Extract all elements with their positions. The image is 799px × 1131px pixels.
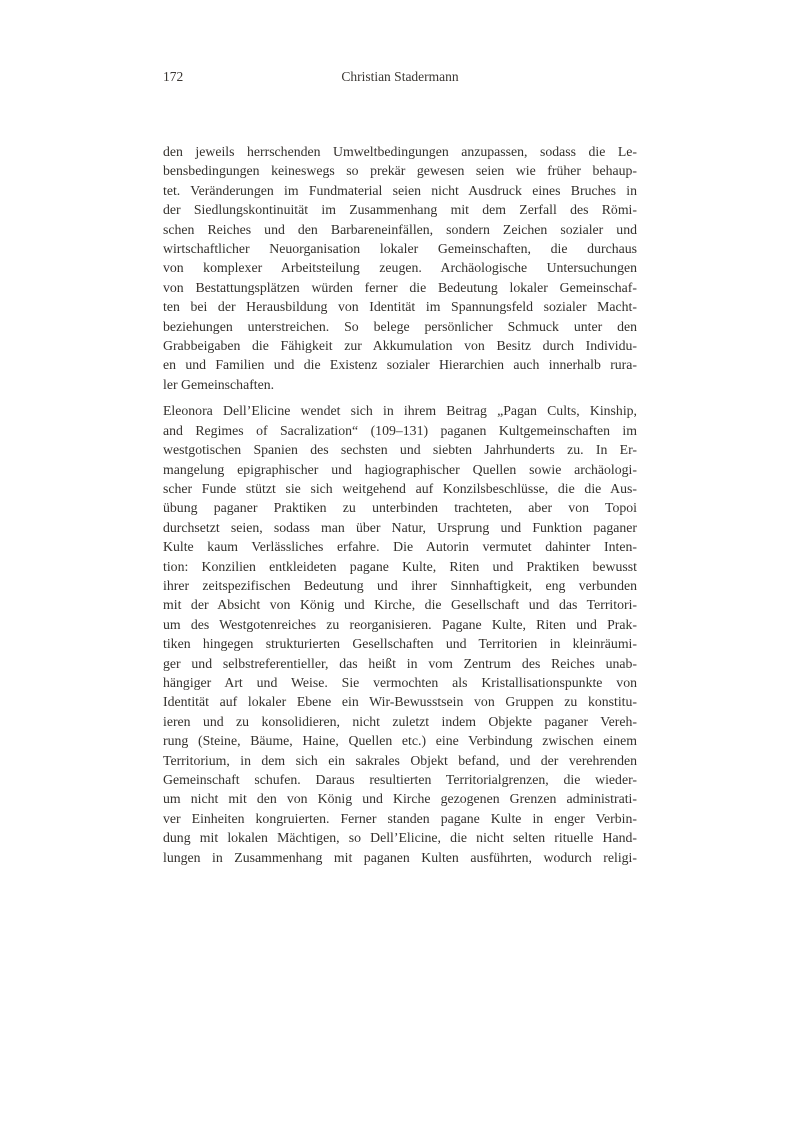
- text-line: tiken hingegen strukturierten Gesellschaften und Territorien in kleinräumi-: [163, 636, 637, 652]
- text-line: en und Familien und die Existenz sozialer Hierarchien auch innerhalb rura-: [163, 357, 637, 373]
- page-number: 172: [163, 69, 184, 84]
- text-line: mangelung epigraphischer und hagiographischer Quellen sowie archäologi-: [163, 461, 637, 477]
- text-line: durchsetzt seien, sodass man über Natur, Ursprung und Funktion paganer: [163, 519, 637, 535]
- paragraph: [163, 401, 637, 867]
- text-line: ler Gemeinschaften.: [163, 376, 275, 392]
- text-line: den jeweils herrschenden Umweltbedingungen anzupassen, sodass die Le-: [163, 144, 637, 159]
- text-line: bensbedingungen keineswegs so prekär gewesen seien wie früher behaup-: [163, 163, 637, 179]
- text-line: mit der Absicht von König und Kirche, die Gesellschaft und das Territori-: [163, 597, 637, 613]
- text-line: and Regimes of Sacralization“ (109–131) paganen Kultgemeinschaften im: [163, 422, 637, 438]
- text-line: tet. Veränderungen im Fundmaterial seien nicht Ausdruck eines Bruches in: [163, 182, 637, 198]
- running-head: [163, 69, 637, 87]
- text-line: wirtschaftlicher Neuorganisation lokaler Gemeinschaften, die durchaus: [163, 241, 637, 257]
- text-block: [163, 142, 637, 874]
- paragraph: [163, 142, 637, 394]
- text-line: Grabbeigaben die Fähigkeit zur Akkumulation von Besitz durch Individu-: [163, 338, 637, 354]
- text-line: Eleonora Dell’Elicine wendet sich in ihrem Beitrag „Pagan Cults, Kinship,: [163, 403, 637, 419]
- text-line: um nicht mit den von König und Kirche gezogenen Grenzen administrati-: [163, 791, 637, 807]
- text-line: westgotischen Spanien des sechsten und siebten Jahrhunderts zu. In Er-: [163, 442, 637, 458]
- text-line: hängiger Art und Weise. Sie vermochten als Kristallisationspunkte von: [163, 674, 637, 690]
- text-line: schen Reiches und den Barbareneinfällen, sondern Zeichen sozialer und: [163, 221, 637, 237]
- text-line: lungen in Zusammenhang mit paganen Kulten ausführten, wodurch religi-: [163, 849, 637, 865]
- text-line: ten bei der Herausbildung von Identität im Spannungsfeld sozialer Macht-: [163, 299, 637, 315]
- text-line: Territorium, in dem sich ein sakrales Objekt befand, und der verehrenden: [163, 752, 637, 768]
- text-line: Identität auf lokaler Ebene ein Wir-Bewusstsein von Gruppen zu konstitu-: [163, 694, 637, 710]
- text-line: von komplexer Arbeitsteilung zeugen. Archäologische Untersuchungen: [163, 260, 637, 276]
- text-line: ieren und zu konsolidieren, nicht zuletzt indem Objekte paganer Vereh-: [163, 713, 637, 729]
- text-line: tion: Konzilien entkleideten pagane Kulte, Riten und Praktiken bewusst: [163, 558, 637, 574]
- text-line: um des Westgotenreiches zu reorganisieren. Pagane Kulte, Riten und Prak-: [163, 616, 637, 632]
- text-line: ihrer zeitspezifischen Bedeutung und ihrer Sinnhaftigkeit, eng verbunden: [163, 577, 637, 593]
- text-line: beziehungen unterstreichen. So belege persönlicher Schmuck unter den: [163, 318, 637, 334]
- text-line: scher Funde stützt sie sich weitgehend auf Konzilsbeschlüsse, die die Aus-: [163, 480, 637, 496]
- text-line: Gemeinschaft schufen. Daraus resultierten Territorialgrenzen, die wieder-: [163, 772, 637, 787]
- text-line: von Bestattungsplätzen würden ferner die Bedeutung lokaler Gemeinschaf-: [163, 279, 637, 295]
- running-header: Christian Stadermann: [341, 69, 459, 84]
- text-line: der Siedlungskontinuität im Zusammenhang mit dem Zerfall des Römi-: [163, 202, 637, 218]
- text-line: Kulte kaum Verlässliches erfahre. Die Autorin vermutet dahinter Inten-: [163, 539, 637, 555]
- text-line: ger und selbstreferentieller, das heißt in vom Zentrum des Reiches unab-: [163, 655, 637, 671]
- text-line: übung paganer Praktiken zu unterbinden trachteten, aber von Topoi: [163, 500, 637, 516]
- text-line: ver Einheiten kongruierten. Ferner standen pagane Kulte in enger Verbin-: [163, 810, 637, 826]
- text-line: dung mit lokalen Mächtigen, so Dell’Elicine, die nicht selten rituelle Hand-: [163, 830, 637, 846]
- text-line: rung (Steine, Bäume, Haine, Quellen etc.) eine Verbindung zwischen einem: [163, 733, 637, 749]
